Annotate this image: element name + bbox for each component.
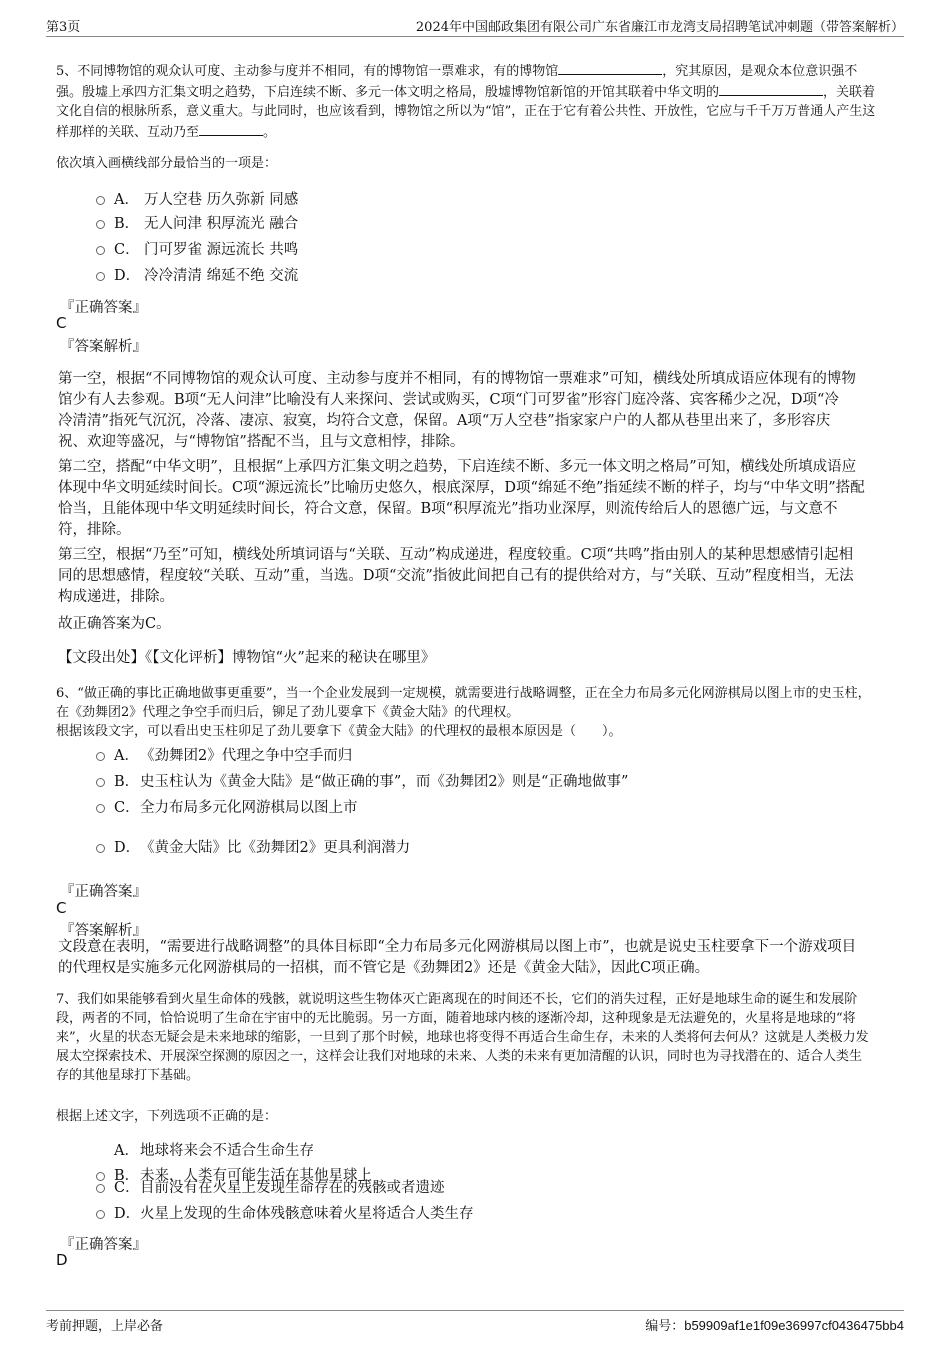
blank-3 [199,121,263,136]
radio-icon[interactable] [96,272,105,281]
q7-answer-label: 『正确答案』 [60,1237,147,1253]
blank-1 [558,60,662,75]
q6-answer: C [56,899,67,917]
blank-2 [719,81,823,96]
radio-icon[interactable] [96,1210,105,1219]
page-footer [46,1310,904,1333]
q6-analysis: 文段意在表明，“需要进行战略调整”的具体目标即“全力布局多元化网游棋局以图上市”，也就是说史玉柱要拿下一个游戏项目 的代理权是实施多元化网游棋局的一招棋，而不管它是《劲舞团2》还是《黄金大陆》，因此C项正确。 [58,939,857,976]
radio-icon[interactable] [96,1184,105,1193]
q6-analysis-label: 『答案解析』 [60,923,147,939]
q7-answer: D [56,1251,68,1269]
q7-prompt: 根据上述文字，下列选项不正确的是： [56,1109,278,1124]
q5-answer-label: 『正确答案』 [60,300,147,316]
page-header [46,14,904,37]
radio-icon[interactable] [96,804,105,813]
q5-prompt: 依次填入画横线部分最恰当的一项是： [56,156,278,171]
radio-icon[interactable] [96,778,105,787]
q6-stem: 6、“做正确的事比正确地做事更重要”，当一个企业发展到一定规模，就需要进行战略调整，正在全力布局多元化网游棋局以图上市的史玉柱， 在《劲舞团2》代理之争空手而归后，铆足了劲儿要拿下《黄金大陆》的代理权。 根据该段文字，可以看出史玉柱卯足了劲儿要拿下《黄金大陆》的代理权的最根本原因是（ ）。 [56,684,916,741]
q5-analysis-label: 『答案解析』 [60,339,147,355]
radio-icon[interactable] [96,246,105,255]
q7-stem: 7、我们如果能够看到火星生命体的残骸，就说明这些生物体灭亡距离现在的时间还不长，它们的消失过程，正好是地球生命的诞生和发展阶 段，两者的不同，恰恰说明了生命在宇宙中的无比脆弱。另一方面，随着地球内核的逐渐冷却，这种现象是无法避免的，火星将是地球的“将 来”，火星的状态无疑会是未来地球的缩影，一旦到了那个时候，地球也将变得不再适合生命生存，未来的人类将何去何从？这就是人类极力发 展太空探索技术、开展深空探测的原因之一，这样会让我们对地球的未来、人类的未来有更加清醒的认识，同时也为寻找潜在的、适合人类生 存的其他星球打下基础。 [56,992,869,1083]
q6-prompt: 根据该段文字，可以看出史玉柱卯足了劲儿要拿下《黄金大陆》的代理权的最根本原因是（ ）。 [56,724,622,739]
radio-icon[interactable] [96,1172,105,1181]
document-title: 2024年中国邮政集团有限公司广东省廉江市龙湾支局招聘笔试冲刺题（带答案解析） [415,20,904,35]
radio-icon[interactable] [96,752,105,761]
q5-analysis-para-1: 第一空，根据“不同博物馆的观众认可度、主动参与度并不相同，有的博物馆一票难求”可知，横线处所填成语应体现有的博物 馆少有人去参观。B项“无人问津”比喻没有人来探问、尝试或购买，C项“门可罗雀”形容门庭冷落、宾客稀少之况，D项“冷 冷清清”指死气沉沉，冷落、凄凉、寂寞，均符合文意，保留。A项“万人空巷”指家家户户的人都从巷里出来了，多形容庆 祝、欢迎等盛况，与“博物馆”搭配不当，且与文意相悖，排除。 [58,371,856,450]
page-number: 第3页 [46,20,81,35]
q5-analysis-para-2: 第二空，搭配“中华文明”，且根据“上承四方汇集文明之趋势，下启连续不断、多元一体文明之格局”可知，横线处所填成语应 体现中华文明延续时间长。C项“源远流长”比喻历史悠久，根底深厚，D项“绵延不绝”指延续不断的样子，均与“中华文明”搭配 恰当，且能体现中华文明延续时间长，符合文意，保留。B项“积厚流光”指功业深厚，则流传给后人的恩德广远，与文意不 符，排除。 [58,459,865,538]
footer-slogan: 考前押题，上岸必备 [46,1319,164,1334]
q6-answer-label: 『正确答案』 [60,884,147,900]
q5-stem: 5、不同博物馆的观众认可度、主动参与度并不相同，有的博物馆一票难求，有的博物馆 ，究其原因，是观众本位意识强不 强。殷墟上承四方汇集文明之趋势，下启连续不断、多元一体文明之格局，殷墟博物馆新馆的开馆其联着中华文明的 ，关联着 文化自信的根脉所系，意义重大。与此同时，也应该看到，博物馆之所以为“馆”，正在于它有着公共性、开放性，它应与千千万万普通人产生这 样那样的关联、互动乃至 。 [56,60,906,142]
radio-icon[interactable] [96,220,105,229]
q5-source: 【文段出处】《【文化评析】博物馆“火”起来的秘诀在哪里》 [58,650,436,666]
q5-analysis-para-3: 第三空，根据“乃至”可知，横线处所填词语与“关联、互动”构成递进，程度较重。C项“共鸣”指由别人的某种思想感情引起相 同的思想感情，程度较“关联、互动”重，当选。D项“交流”指彼此间把自己有的提供给对方，与“关联、互动”程度相当，无法 构成递进，排除。 [58,547,854,605]
q5-answer: C [56,314,67,332]
document-id: 编号：b59909af1e1f09e36997cf0436475bb4 [645,1318,904,1334]
radio-icon[interactable] [96,844,105,853]
q5-conclusion: 故正确答案为C。 [58,616,171,632]
radio-icon[interactable] [96,196,105,205]
